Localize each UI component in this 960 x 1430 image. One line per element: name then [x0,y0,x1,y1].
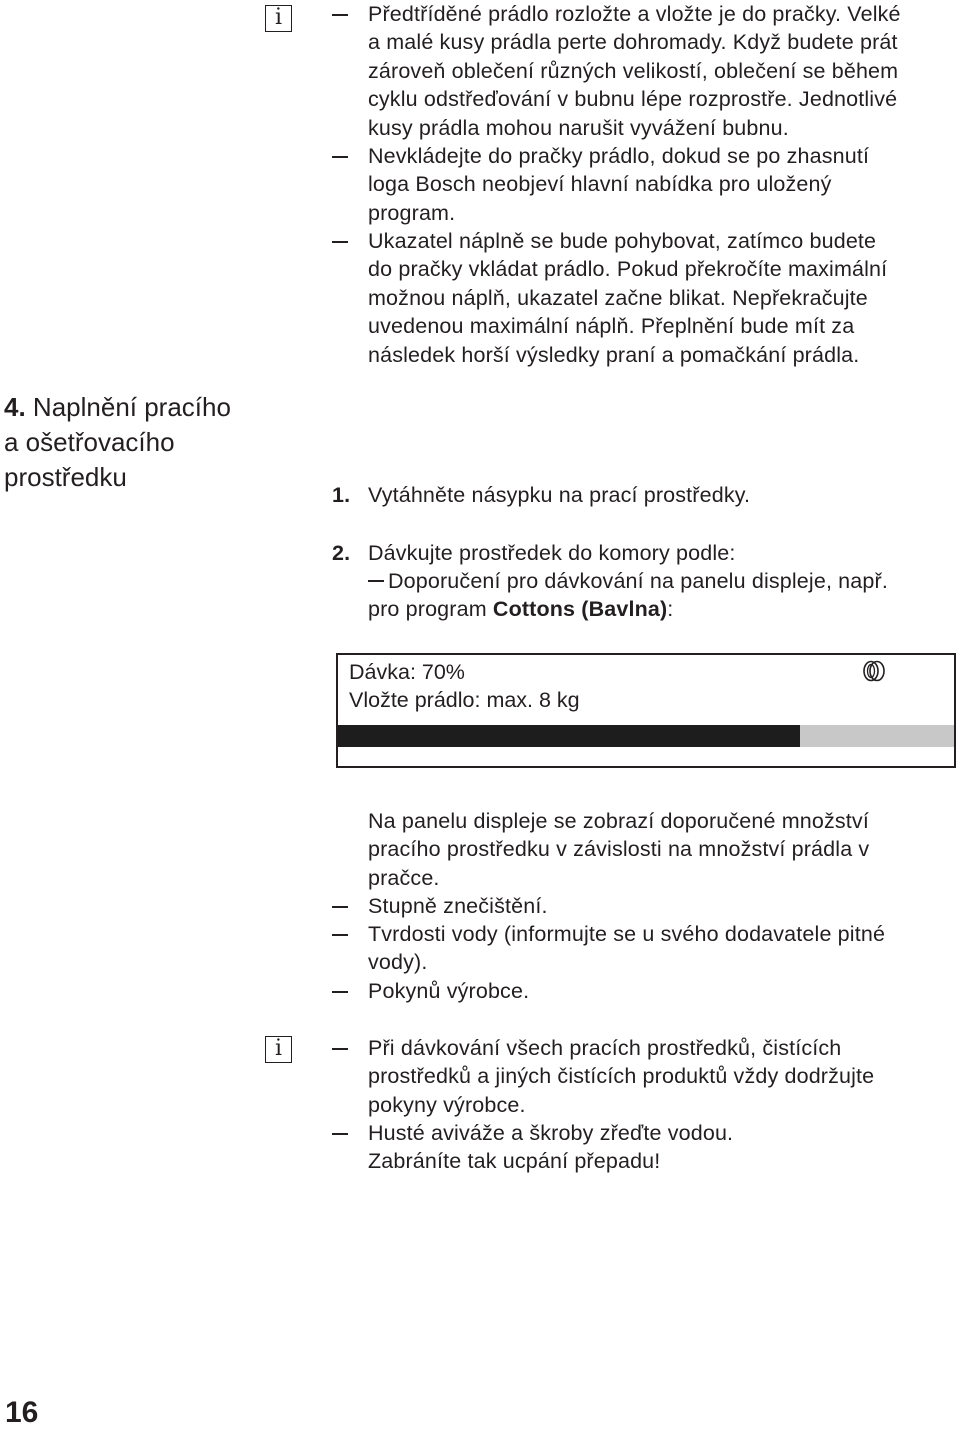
program-name: Cottons (Bavlna) [492,597,668,622]
list-bullet [368,580,384,582]
display-panel [336,653,956,768]
step-number: 1. [332,483,351,507]
list-item: Stupně znečištění. [368,894,548,918]
step2-subitem [368,567,948,624]
step2-sub-suffix: : [667,597,674,622]
step2-sub-line1: Doporučení pro dávkování na panelu displeje, např. [388,569,888,593]
list-item: Husté aviváže a škroby zřeďte vodou. Zabráníte tak ucpání přepadu! [368,1121,734,1174]
section-title-line3: prostředku [4,462,127,492]
step2-sub-prefix: pro program [368,597,493,622]
load-indicator-fill [338,725,800,747]
info-icon: i [265,1036,292,1063]
section-title-line1: Naplnění pracího [32,392,231,422]
load-label: Vložte prádlo: max. 8 kg [349,688,580,712]
step-text: Vytáhněte násypku na prací prostředky. [368,483,751,507]
step-number: 2. [332,541,351,565]
step-text: Dávkujte prostředek do komory podle: [368,541,736,565]
page-number: 16 [5,1396,39,1429]
section-heading [4,390,284,495]
list-item: Ukazatel náplně se bude pohybovat, zatímco budete do pračky vkládat prádlo. Pokud překročíte maximální možnou náplň, ukazatel začne blikat. Nepřekračujte uvedenou maximální náplň. Přeplnění bude mít za následek horší výsledky praní a pomačkání prádla. [368,229,888,367]
detergent-dose-icon [861,660,889,682]
panel-explanation: Na panelu displeje se zobrazí doporučené množství pracího prostředku v závislosti na množství prádla v pračce. [368,809,870,890]
load-indicator-bar [338,725,954,747]
section-title-line2: a ošetřovacího [4,427,175,457]
info-icon: i [265,5,292,32]
list-item: Při dávkování všech pracích prostředků, čistících prostředků a jiných čistících produktů vždy dodržujte pokyny výrobce. [368,1036,875,1117]
dose-label: Dávka: 70% [349,660,465,684]
list-item: Pokynů výrobce. [368,979,530,1003]
section-number: 4. [4,392,26,422]
list-item: Nevkládejte do pračky prádlo, dokud se po zhasnutí loga Bosch neobjeví hlavní nabídka pro uložený program. [368,144,870,225]
list-item: Předtříděné prádlo rozložte a vložte je do pračky. Velké a malé kusy prádla perte dohromady. Když budete prát zároveň oblečení různých velikostí, oblečení se během cyklu odstřeďování v bubnu lépe rozprostře. Jednotlivé kusy prádla mohou narušit vyvážení bubnu. [368,2,901,140]
list-item: Tvrdosti vody (informujte se u svého dodavatele pitné vody). [368,922,886,975]
